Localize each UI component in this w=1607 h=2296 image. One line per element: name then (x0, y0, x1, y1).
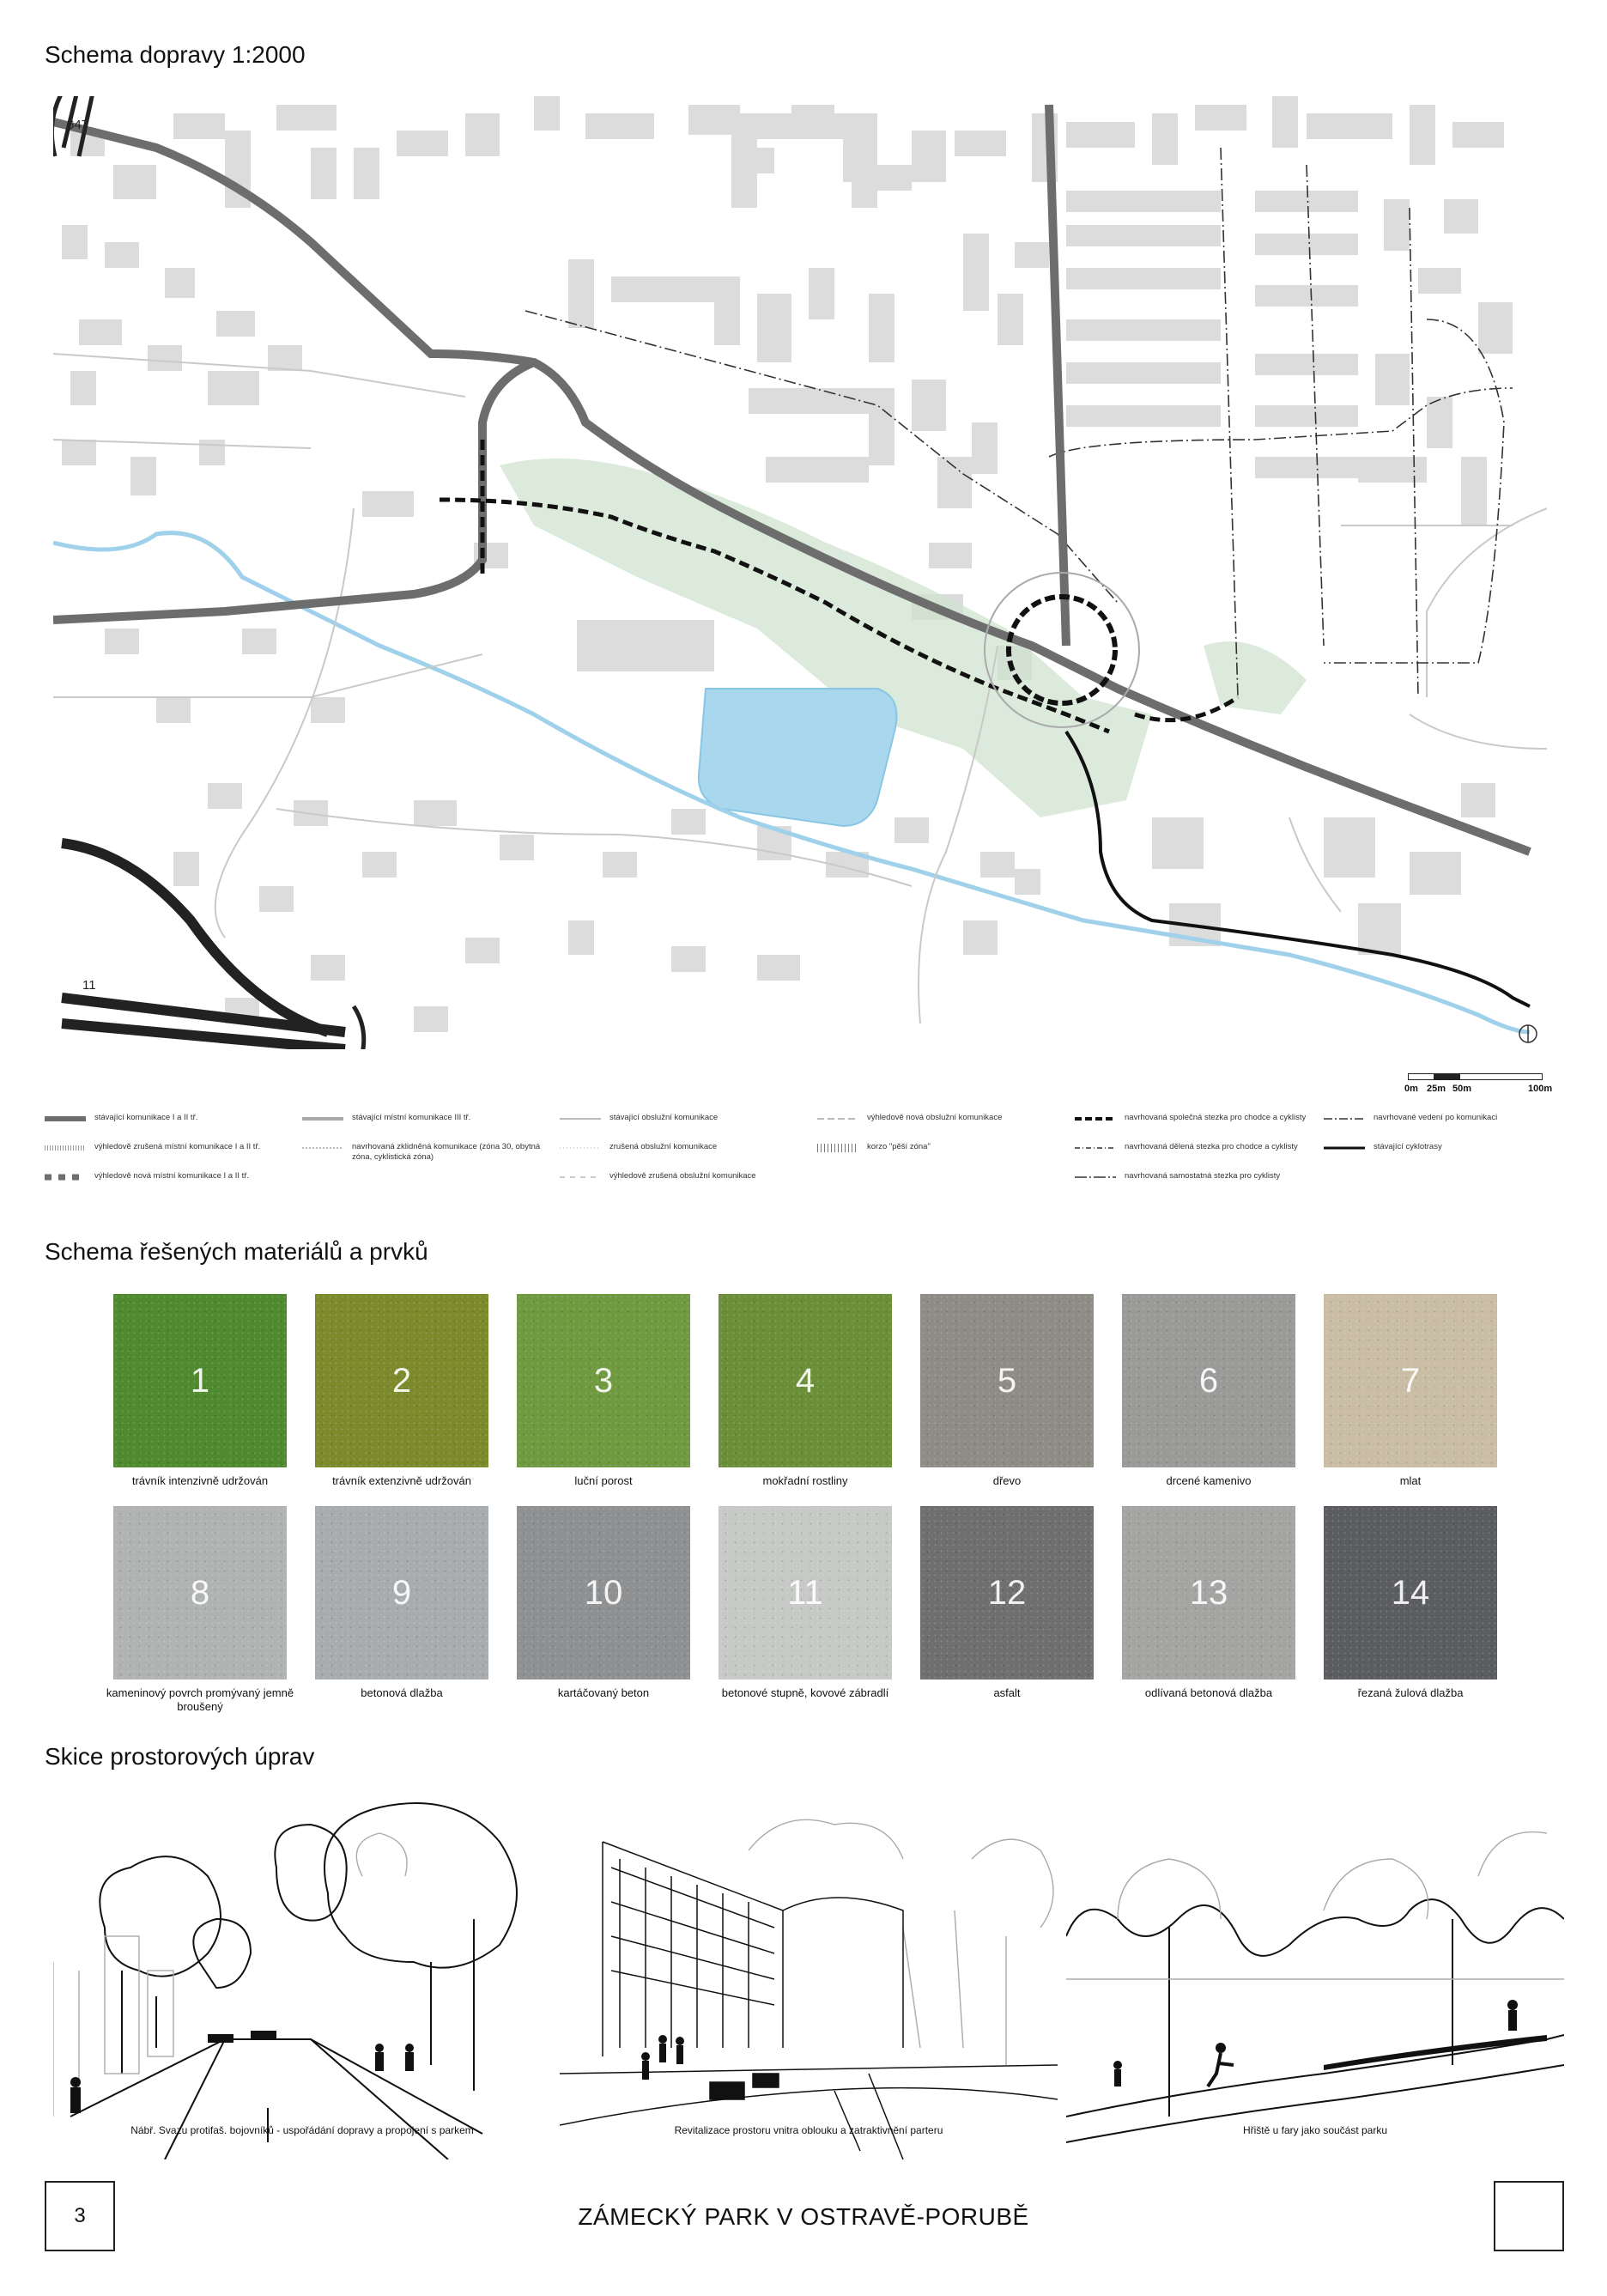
project-title: ZÁMECKÝ PARK V OSTRAVĚ-PORUBĚ (578, 2203, 1029, 2230)
legend-item: korzo "pěší zóna" (817, 1142, 1066, 1152)
legend-item: navrhovaná dělená stezka pro chodce a cyklisty (1075, 1142, 1324, 1152)
sketches-section-title: Skice prostorových úprav (45, 1743, 315, 1770)
sketch-arc-interior (560, 1790, 1058, 2159)
legend-item: navrhované vedení po komunikaci (1324, 1113, 1573, 1123)
material-tile-12: 12 asfalt (920, 1506, 1094, 1679)
material-tile-9: 9 betonová dlažba (315, 1506, 488, 1679)
sketch-playground (1066, 1790, 1564, 2159)
material-tile-6: 6 drcené kamenivo (1122, 1294, 1295, 1467)
legend-symbol-icon (560, 1115, 601, 1123)
sketch-caption-playground: Hřiště u fary jako součást parku (1242, 2124, 1388, 2136)
scale-label-100: 100m (1528, 1084, 1553, 1094)
dashdot-routes (525, 148, 1513, 697)
legend-symbol-icon (45, 1144, 86, 1152)
legend-symbol-icon (45, 1115, 86, 1123)
north-arrow-icon (1519, 1025, 1537, 1042)
legend-symbol-icon (45, 1173, 86, 1181)
legend-item: stávající cyklotrasy (1324, 1142, 1573, 1152)
legend-item: navrhovaná zklidněná komunikace (zóna 30, obytná zóna, cyklistická zóna) (302, 1142, 551, 1163)
sketch-caption-arc: Revitalizace prostoru vnitra oblouku a zatraktivnění parteru (674, 2124, 943, 2136)
legend-symbol-icon (560, 1144, 601, 1152)
legend-symbol-icon (817, 1144, 858, 1152)
materials-section-title: Schema řešených materiálů a prvků (45, 1238, 428, 1265)
legend-symbol-icon (302, 1115, 343, 1123)
sketch-embankment (53, 1790, 551, 2159)
legend-item: stávající obslužní komunikace (560, 1113, 809, 1123)
transport-section-title: Schema dopravy 1:2000 (45, 41, 306, 68)
map-legend (45, 1113, 1555, 1190)
legend-symbol-icon (1075, 1173, 1116, 1181)
scale-label-50: 50m (1452, 1084, 1472, 1094)
legend-symbol-icon (1075, 1144, 1116, 1152)
scale-label-0: 0m (1404, 1084, 1418, 1094)
legend-symbol-icon (817, 1115, 858, 1123)
legend-item: navrhovaná samostatná stezka pro cyklisty (1075, 1171, 1324, 1181)
legend-item: výhledově nová místní komunikace I a II tř. (45, 1171, 294, 1181)
legend-symbol-icon (1324, 1144, 1365, 1152)
material-tile-11: 11 betonové stupně, kovové zábradlí (719, 1506, 892, 1679)
material-tile-4: 4 mokřadní rostliny (719, 1294, 892, 1467)
empty-footer-box (1494, 2181, 1564, 2251)
material-tile-1: 1 trávník intenzivně udržován (113, 1294, 287, 1467)
road-label-647: 647 (67, 118, 89, 132)
transport-map (53, 96, 1547, 1049)
road-end-markers (53, 96, 364, 1049)
legend-item: výhledově zrušená obslužní komunikace (560, 1171, 809, 1181)
sketch-caption-embankment: Nábř. Svazu protifaš. bojovníků - uspořádání dopravy a propojení s parkem (130, 2124, 474, 2136)
material-tile-14: 14 řezaná žulová dlažba (1324, 1506, 1497, 1679)
material-tile-5: 5 dřevo (920, 1294, 1094, 1467)
material-tile-2: 2 trávník extenzivně udržován (315, 1294, 488, 1467)
road-label-11: 11 (82, 978, 96, 993)
expressway (62, 843, 345, 1049)
legend-item: stávající místní komunikace III tř. (302, 1113, 551, 1123)
scale-bar (1404, 1073, 1554, 1108)
page-number: 3 (74, 2204, 86, 2227)
legend-symbol-icon (560, 1173, 601, 1181)
material-tile-8: 8 kameninový povrch promývaný jemně broušený (113, 1506, 287, 1679)
scale-label-25: 25m (1427, 1084, 1446, 1094)
legend-item: zrušená obslužní komunikace (560, 1142, 809, 1152)
material-tile-3: 3 luční porost (517, 1294, 690, 1467)
legend-item: výhledově zrušená místní komunikace I a II tř. (45, 1142, 294, 1152)
material-tile-10: 10 kartáčovaný beton (517, 1506, 690, 1679)
legend-item: výhledově nová obslužní komunikace (817, 1113, 1066, 1123)
legend-symbol-icon (302, 1144, 343, 1152)
legend-symbol-icon (1324, 1115, 1365, 1123)
material-tile-7: 7 mlat (1324, 1294, 1497, 1467)
legend-item: stávající komunikace I a II tř. (45, 1113, 294, 1123)
legend-symbol-icon (1075, 1115, 1116, 1123)
material-tile-13: 13 odlívaná betonová dlažba (1122, 1506, 1295, 1679)
legend-item: navrhovaná společná stezka pro chodce a cyklisty (1075, 1113, 1324, 1123)
